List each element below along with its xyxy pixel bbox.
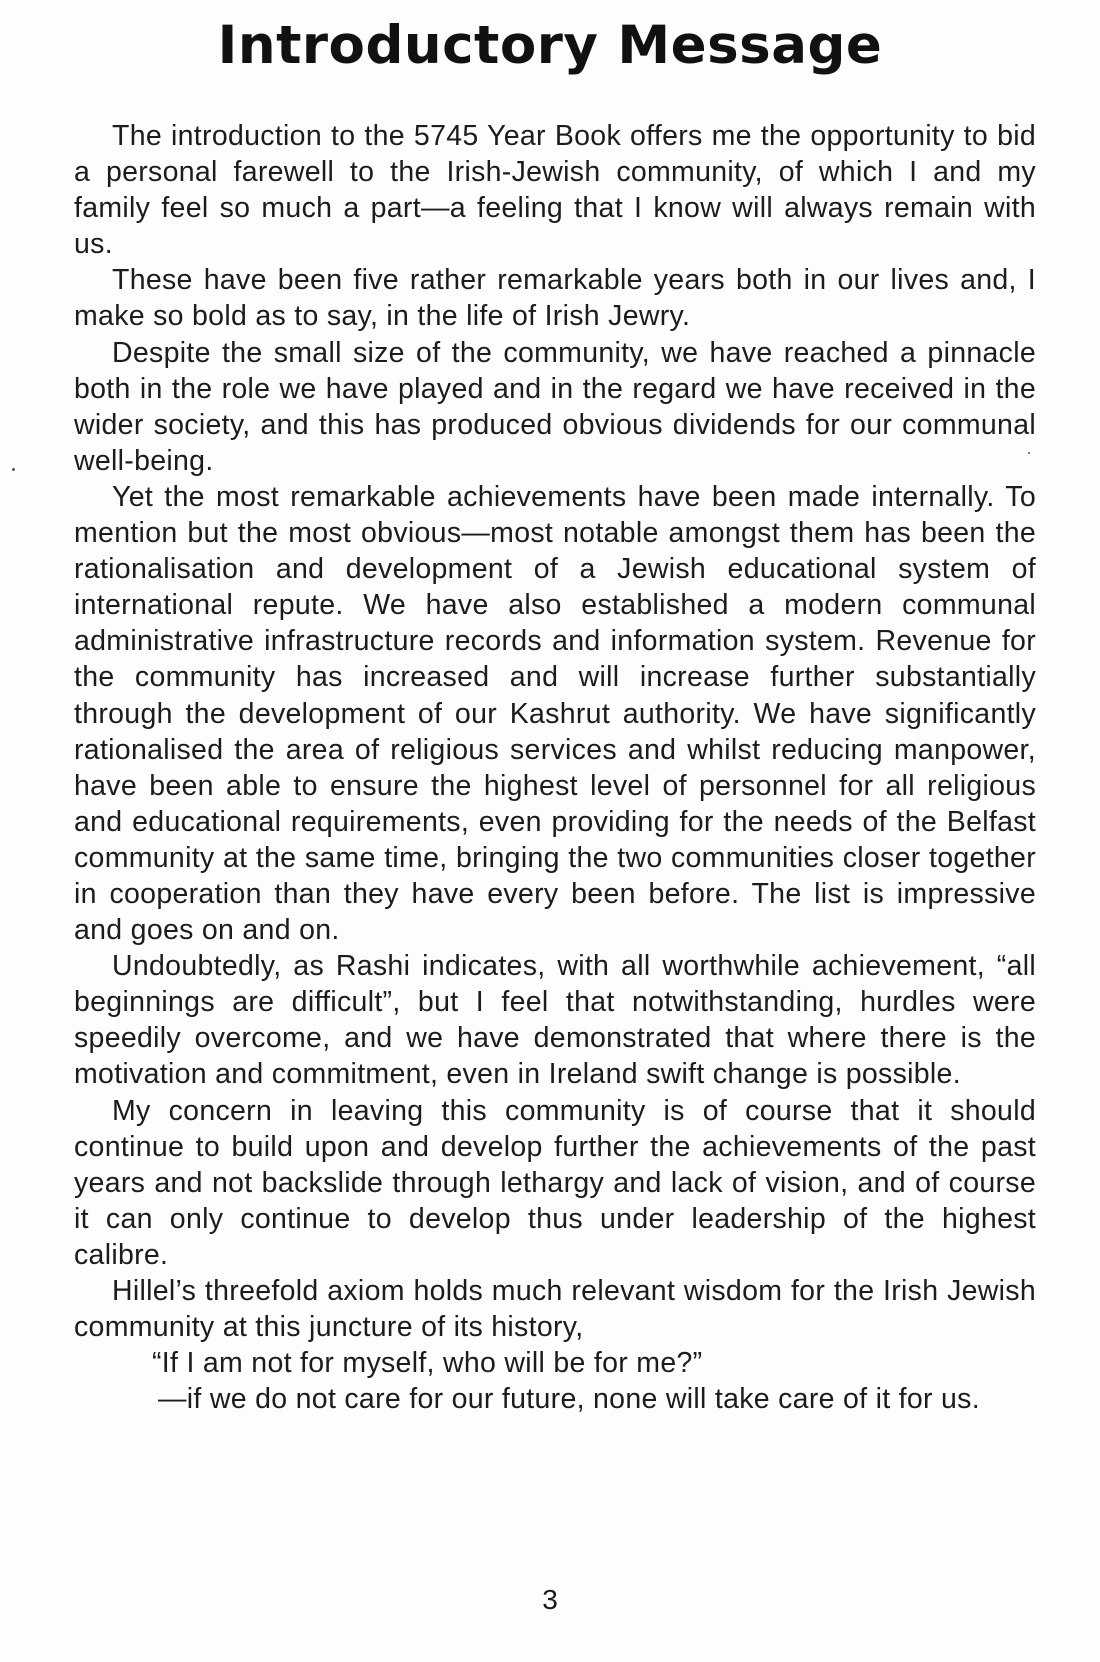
paragraph-2: These have been five rather remarkable years both in our lives and, I make so bold as to say, in the life of Irish Jewry. (74, 264, 1036, 333)
paragraph-1: The introduction to the 5745 Year Book offers me the opportunity to bid a personal farewell to the Irish-Jewish community, of which I and my family feel so much a part—a feeling that I know will always remain with us. (74, 120, 1036, 261)
paragraph-3: Despite the small size of the community, we have reached a pinnacle both in the role we have played and in the regard we have received in the wider society, and this has produced obvious dividends for our communal well-being. (74, 336, 1036, 477)
quote-comment: —if we do not care for our future, none will take care of it for us. (158, 1383, 980, 1416)
paragraph-4: Yet the most remarkable achievements have been made internally. To mention but the most obvious—most notable amongst them has been the rationalisation and development of a Jewish educational system of international repute. We have also established a modern communal administrative infrastructure records and information system. Revenue for the community has increased and will increase further substantially through the development of our Kashrut authority. We have significantly rationalised the area of religious services and whilst reducing manpower, have been able to ensure the highest level of personnel for all religious and educational requirements, even providing for the needs of the Belfast community at the same time, bringing the two communities closer together in cooperation than they have every been before. The list is impressive and goes on and on. (74, 480, 1036, 947)
paragraph-6: My concern in leaving this community is of course that it should continue to build upon and develop further the achievements of the past years and not backslide through lethargy and lack of vision, and of course it can only continue to develop thus under leadership of the highest calibre. (74, 1094, 1036, 1271)
scan-speck-left (12, 468, 15, 471)
paragraph-5: Undoubtedly, as Rashi indicates, with all worthwhile achievement, “all beginnings are difficult”, but I feel that notwithstanding, hurdles were speedily overcome, and we have demonstrated that where there is the motivation and commitment, even in Ireland swift change is possible. (74, 950, 1036, 1091)
scan-speck-right (1028, 452, 1030, 454)
paragraph-7: Hillel’s threefold axiom holds much relevant wisdom for the Irish Jewish community at this juncture of its history, (74, 1275, 1036, 1344)
hillel-quote: “If I am not for myself, who will be for me?” (152, 1347, 703, 1380)
page-number: 3 (542, 1584, 558, 1615)
body-text (74, 118, 1036, 1417)
page-title: Introductory Message (217, 15, 883, 76)
